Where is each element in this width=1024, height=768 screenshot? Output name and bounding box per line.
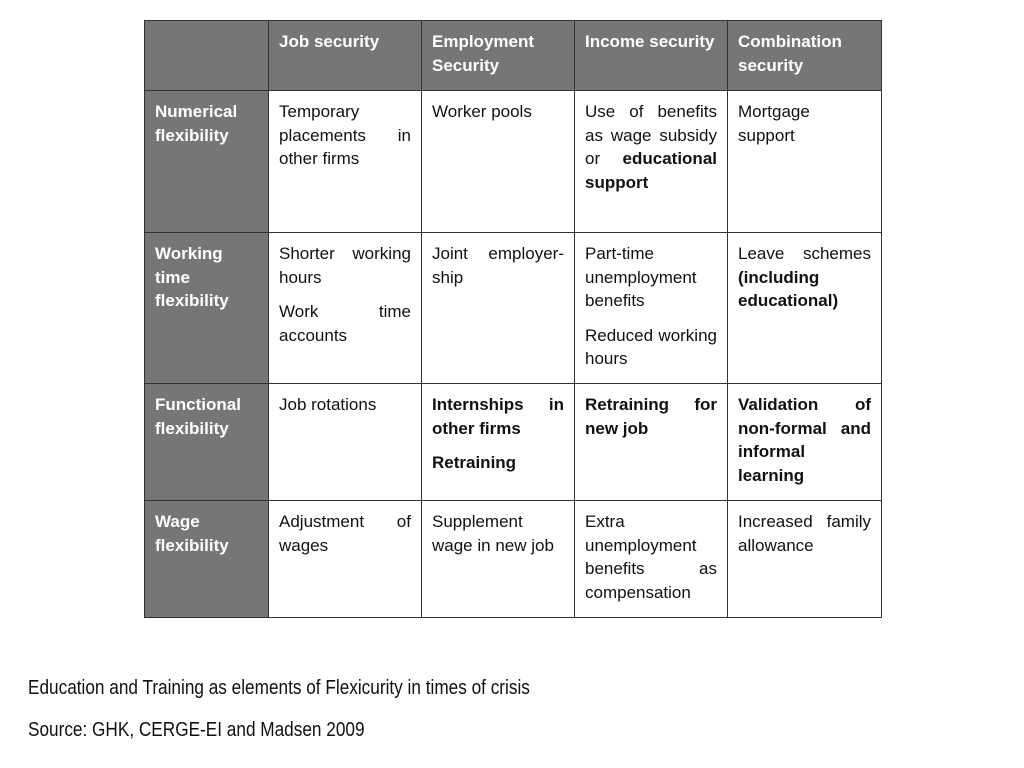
- cell-paragraph: [432, 242, 564, 289]
- table-row: [145, 233, 882, 384]
- table-row: [145, 384, 882, 501]
- cell-paragraph: [279, 242, 411, 289]
- cell-bold-text: educational support: [585, 149, 717, 192]
- header-combination-security: Combination security: [728, 21, 882, 91]
- table-row: [145, 501, 882, 618]
- cell-paragraph: [585, 324, 717, 371]
- table-cell: [269, 384, 422, 501]
- flexicurity-table: [144, 20, 882, 618]
- cell-text: Supplement wage in new job: [432, 512, 554, 555]
- cell-bold-text: Retraining for new job: [585, 395, 717, 438]
- table-cell: [728, 384, 882, 501]
- table-cell: [575, 501, 728, 618]
- cell-paragraph: [585, 242, 717, 313]
- cell-text: Part-time unemployment benefits: [585, 244, 697, 310]
- table-cell: [575, 91, 728, 233]
- cell-paragraph: [738, 510, 871, 557]
- table-cell: [269, 233, 422, 384]
- cell-text: Mortgage support: [738, 102, 810, 145]
- table-cell: [422, 233, 575, 384]
- table-cell: [728, 233, 882, 384]
- header-corner-cell: [145, 21, 269, 91]
- cell-text: Temporary placements in other firms: [279, 102, 411, 168]
- cell-text: Extra unemployment benefits as compensation: [585, 512, 717, 602]
- cell-paragraph: [279, 393, 411, 417]
- cell-paragraph: [432, 510, 564, 557]
- cell-text: Leave schemes: [738, 244, 871, 263]
- header-job-security: Job security: [269, 21, 422, 91]
- table-cell: [269, 501, 422, 618]
- row-label-wage-flexibility: Wage flexibility: [145, 501, 269, 618]
- header-income-security: Income security: [575, 21, 728, 91]
- cell-bold-text: (including educational): [738, 267, 839, 310]
- cell-paragraph: [738, 242, 871, 313]
- cell-paragraph: [279, 300, 411, 347]
- cell-paragraph: [585, 100, 717, 194]
- table-header-row: [145, 21, 882, 91]
- row-label-numerical-flexibility: Numerical flexibility: [145, 91, 269, 233]
- table-cell: [422, 91, 575, 233]
- cell-paragraph: [432, 100, 564, 124]
- table-cell: [269, 91, 422, 233]
- cell-paragraph: [738, 393, 871, 487]
- cell-paragraph: [279, 100, 411, 171]
- cell-bold-text: Validation of non-formal and informal learning: [738, 395, 871, 485]
- table-cell: [728, 91, 882, 233]
- cell-paragraph: [432, 451, 564, 475]
- table-row: [145, 91, 882, 233]
- cell-paragraph: [279, 510, 411, 557]
- cell-text: Reduced working hours: [585, 325, 717, 368]
- cell-paragraph: [432, 393, 564, 440]
- cell-text: Worker pools: [432, 102, 532, 121]
- cell-text: Shorter working hours: [279, 244, 411, 287]
- table-cell: [422, 501, 575, 618]
- cell-text: Increased family allowance: [738, 512, 871, 555]
- caption-title: Education and Training as elements of Flexicurity in times of crisis: [28, 677, 530, 699]
- cell-bold-text: Internships in other firms: [432, 395, 564, 438]
- table-cell: [575, 384, 728, 501]
- table-cell: [422, 384, 575, 501]
- cell-paragraph: [738, 100, 871, 147]
- table-cell: [575, 233, 728, 384]
- row-label-functional-flexibility: Functional flexibility: [145, 384, 269, 501]
- cell-text: Joint employer-ship: [432, 244, 564, 287]
- cell-bold-text: Retraining: [432, 453, 517, 472]
- table-cell: [728, 501, 882, 618]
- cell-text: Use of benefits as wage subsidy or: [585, 102, 717, 168]
- row-label-working-time-flexibility: Working time flexibility: [145, 233, 269, 384]
- caption-source: Source: GHK, CERGE-EI and Madsen 2009: [28, 719, 365, 741]
- header-employment-security: Employment Security: [422, 21, 575, 91]
- cell-paragraph: [585, 510, 717, 604]
- cell-text: Work time accounts: [279, 302, 411, 345]
- cell-paragraph: [585, 393, 717, 440]
- cell-text: Adjustment of wages: [279, 512, 411, 555]
- cell-text: Job rotations: [279, 395, 377, 414]
